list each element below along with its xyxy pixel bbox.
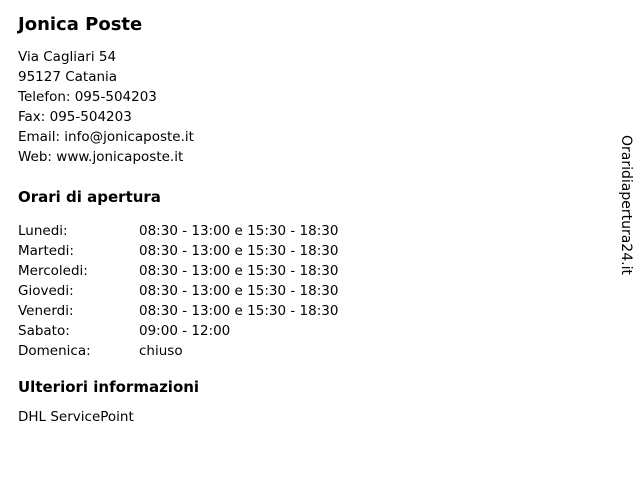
day-label: Lunedi:	[18, 223, 68, 239]
watermark-vertical: Oraridiapertura24.it	[618, 135, 634, 275]
page-title: Jonica Poste	[18, 14, 143, 35]
hours-row-tuesday	[18, 241, 640, 261]
opening-hours-table	[18, 221, 640, 361]
day-times: 08:30 - 13:00 e 15:30 - 18:30	[139, 243, 339, 259]
hours-row-friday	[18, 301, 640, 321]
day-times: 08:30 - 13:00 e 15:30 - 18:30	[139, 263, 339, 279]
contact-block	[18, 47, 640, 167]
address-city: 95127 Catania	[18, 69, 118, 85]
day-times: 09:00 - 12:00	[139, 323, 231, 339]
phone-line: Telefon: 095-504203	[18, 89, 157, 105]
day-label: Domenica:	[18, 343, 91, 359]
extra-info-heading: Ulteriori informazioni	[18, 378, 200, 396]
extra-info-text: DHL ServicePoint	[18, 409, 134, 425]
day-label: Mercoledi:	[18, 263, 88, 279]
day-label: Venerdi:	[18, 303, 74, 319]
address-street: Via Cagliari 54	[18, 49, 117, 65]
day-label: Sabato:	[18, 323, 70, 339]
day-times: chiuso	[139, 343, 183, 359]
hours-row-wednesday	[18, 261, 640, 281]
day-label: Giovedi:	[18, 283, 74, 299]
fax-line: Fax: 095-504203	[18, 109, 132, 125]
day-times: 08:30 - 13:00 e 15:30 - 18:30	[139, 223, 339, 239]
day-times: 08:30 - 13:00 e 15:30 - 18:30	[139, 283, 339, 299]
day-times: 08:30 - 13:00 e 15:30 - 18:30	[139, 303, 339, 319]
day-label: Martedi:	[18, 243, 74, 259]
hours-row-monday	[18, 221, 640, 241]
opening-hours-heading: Orari di apertura	[18, 188, 161, 206]
hours-row-saturday	[18, 321, 640, 341]
hours-row-sunday	[18, 341, 640, 361]
email-line: Email: info@jonicaposte.it	[18, 129, 194, 145]
hours-row-thursday	[18, 281, 640, 301]
web-line: Web: www.jonicaposte.it	[18, 149, 184, 165]
